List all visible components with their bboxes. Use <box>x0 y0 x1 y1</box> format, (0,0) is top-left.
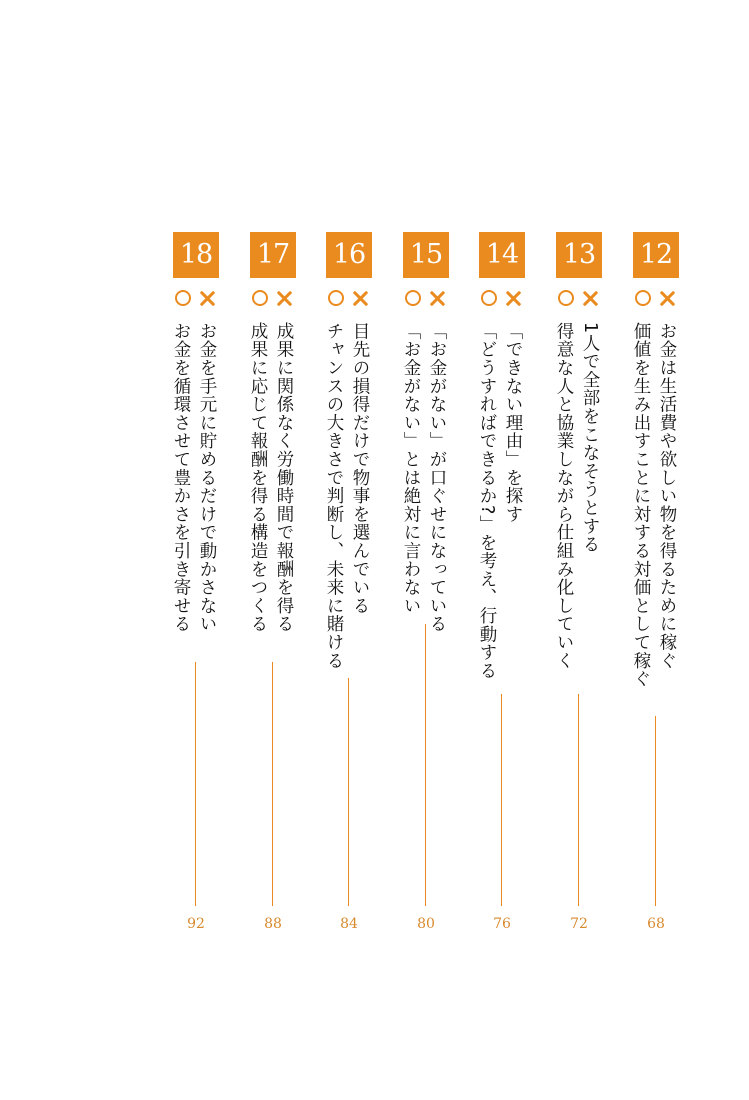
cross-icon <box>276 290 293 307</box>
circle-icon <box>635 290 651 306</box>
leader-line <box>348 678 349 906</box>
leader-line <box>195 662 196 906</box>
good-habit-text: チャンスの大きさで判断し、未来に賭ける <box>324 322 344 670</box>
good-habit-text: 「お金がない」とは絶対に言わない <box>401 322 421 615</box>
chapter-number-badge: 16 <box>326 232 372 278</box>
bad-habit-text: 1人で全部をこなそうとする <box>580 322 600 554</box>
good-habit-text: 成果に応じて報酬を得る構造をつくる <box>248 322 268 634</box>
page-number: 88 <box>264 916 282 932</box>
leader-line <box>578 694 579 906</box>
marker-row <box>479 290 525 308</box>
chapter-13[interactable] <box>556 232 602 944</box>
leader-line <box>272 662 273 906</box>
chapter-number-badge: 14 <box>479 232 525 278</box>
chapter-number-badge: 13 <box>556 232 602 278</box>
chapter-15[interactable] <box>403 232 449 944</box>
cross-icon <box>352 290 369 307</box>
good-habit-text: 価値を生み出すことに対する対価として稼ぐ <box>631 322 651 688</box>
chapter-number-badge: 12 <box>633 232 679 278</box>
page-number: 72 <box>570 916 588 932</box>
cross-icon <box>582 290 599 307</box>
circle-icon <box>175 290 191 306</box>
page-number: 92 <box>187 916 205 932</box>
circle-icon <box>328 290 344 306</box>
bad-habit-text: お金は生活費や欲しい物を得るために稼ぐ <box>657 322 677 670</box>
chapter-14[interactable] <box>479 232 525 944</box>
chapter-number-badge: 18 <box>173 232 219 278</box>
circle-icon <box>405 290 421 306</box>
marker-row <box>633 290 679 308</box>
circle-icon <box>558 290 574 306</box>
marker-row <box>556 290 602 308</box>
cross-icon <box>659 290 676 307</box>
cross-icon <box>199 290 216 307</box>
marker-row <box>173 290 219 308</box>
page-number: 68 <box>647 916 665 932</box>
bad-habit-text: 目先の損得だけで物事を選んでいる <box>350 322 370 615</box>
good-habit-text: お金を循環させて豊かさを引き寄せる <box>171 322 191 634</box>
page-number: 84 <box>340 916 358 932</box>
cross-icon <box>505 290 522 307</box>
marker-row <box>326 290 372 308</box>
good-habit-text: 「どうすればできるか?」を考え、行動する <box>477 322 497 680</box>
chapter-18[interactable] <box>173 232 219 944</box>
chapter-number-badge: 17 <box>250 232 296 278</box>
bad-habit-text: 「お金がない」が口ぐせになっている <box>427 322 447 634</box>
bad-habit-text: 「できない理由」を探す <box>503 322 523 524</box>
marker-row <box>403 290 449 308</box>
good-habit-text: 得意な人と協業しながら仕組み化していく <box>554 322 574 670</box>
chapter-16[interactable] <box>326 232 372 944</box>
marker-row <box>250 290 296 308</box>
leader-line <box>655 716 656 906</box>
chapter-17[interactable] <box>250 232 296 944</box>
page-number: 80 <box>417 916 435 932</box>
circle-icon <box>252 290 268 306</box>
chapter-number-badge: 15 <box>403 232 449 278</box>
chapter-12[interactable] <box>633 232 679 944</box>
cross-icon <box>429 290 446 307</box>
leader-line <box>501 694 502 906</box>
page-number: 76 <box>493 916 511 932</box>
leader-line <box>425 624 426 906</box>
bad-habit-text: お金を手元に貯めるだけで動かさない <box>197 322 217 634</box>
circle-icon <box>481 290 497 306</box>
bad-habit-text: 成果に関係なく労働時間で報酬を得る <box>274 322 294 634</box>
